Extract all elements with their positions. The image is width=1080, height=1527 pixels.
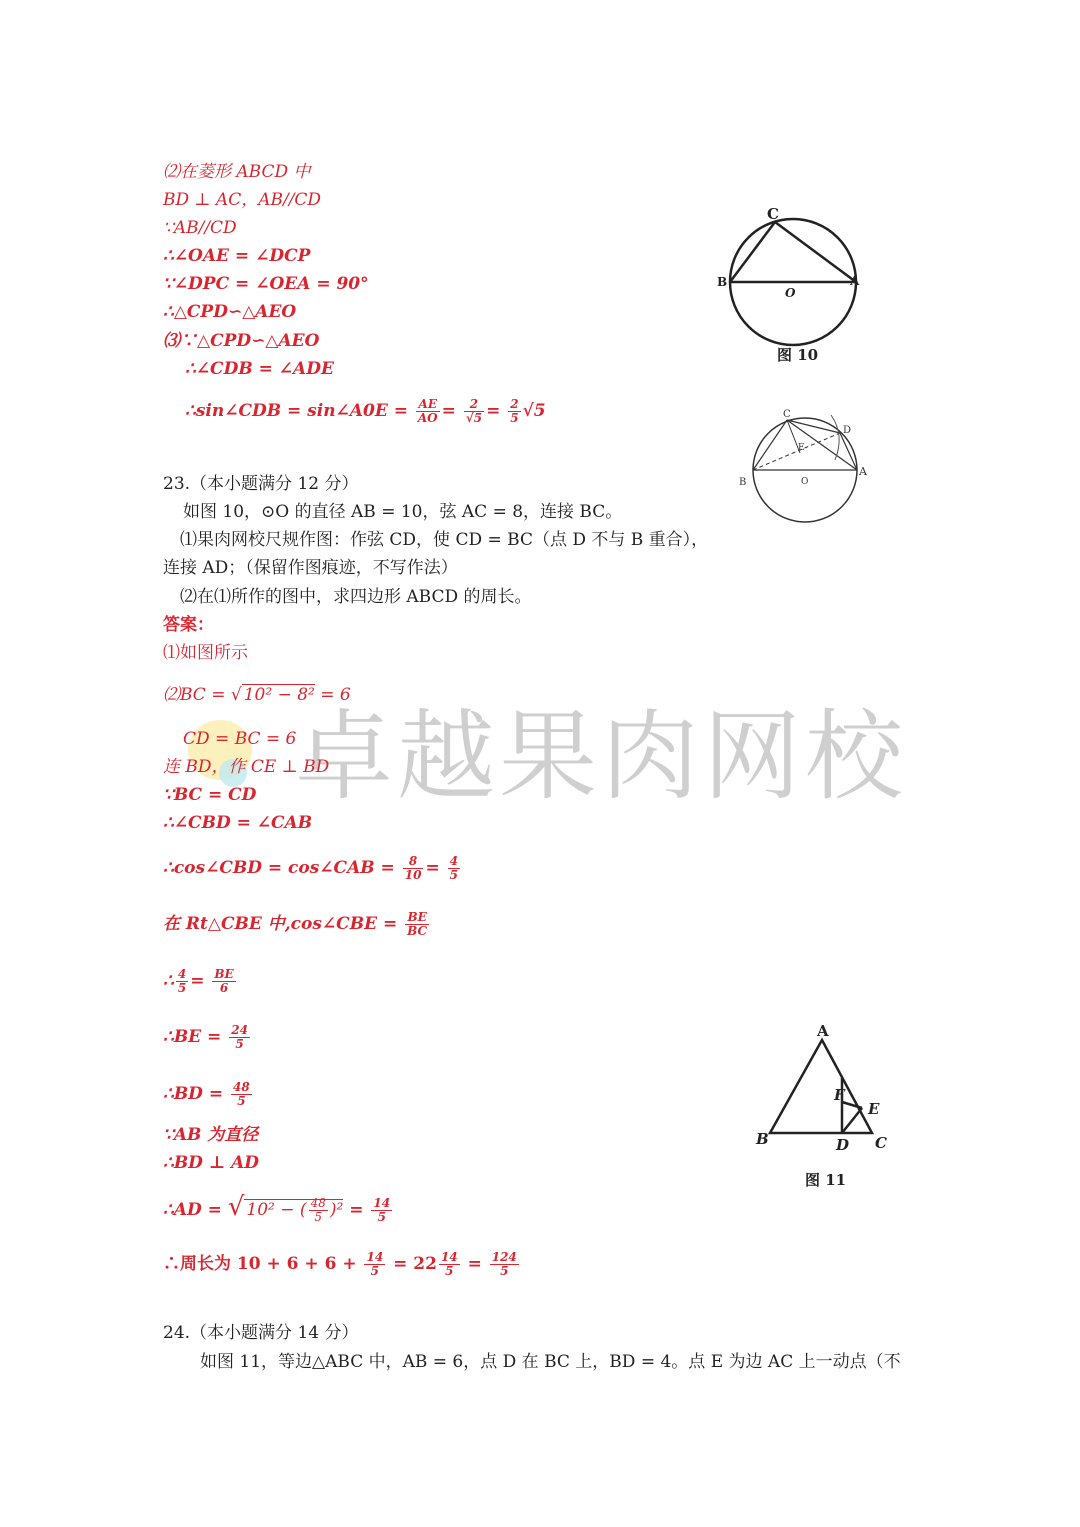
fig11-label-c: C — [875, 1134, 887, 1152]
part2-line6: ∴△CPD∽△AEO — [163, 302, 297, 322]
fig10-label-a: A — [850, 274, 860, 288]
fig11-label-e: E — [868, 1100, 880, 1118]
fig10-label-c: C — [767, 205, 779, 223]
q23-part2: ⑵在⑴所作的图中，求四边形 ABCD 的周长。 — [180, 587, 532, 607]
q23-part1-cont: 连接 AD；（保留作图痕迹，不写作法） — [163, 558, 458, 578]
answer-3: CD = BC = 6 — [183, 729, 297, 749]
fig10b-label-o: O — [801, 477, 809, 487]
q23-part1: ⑴果肉网校尺规作图：作弦 CD，使 CD = BC（点 D 不与 B 重合）， — [180, 530, 709, 550]
fig10-caption: 图 10 — [777, 346, 819, 364]
fig11-label-d: D — [836, 1136, 850, 1154]
part2-line3: ∵AB//CD — [163, 218, 237, 238]
answer-4: 连 BD，作 CE ⊥ BD — [163, 757, 330, 777]
part3-line1: ⑶∵△CPD∽△AEO — [163, 331, 320, 351]
answer-9: ∴ $\frac{4}{5}$ = $\frac{BE}{6}$ — [163, 967, 234, 995]
q24-stem: 如图 11，等边△ABC 中，AB = 6，点 D 在 BC 上，BD = 4。点 E 为边 AC 上一动点（不 — [200, 1352, 901, 1372]
answer-6: ∴∠CBD = ∠CAB — [163, 813, 313, 833]
part2-line4: ∴∠OAE = ∠DCP — [163, 246, 311, 266]
figure-11 — [750, 1020, 900, 1195]
fraction: $\frac{AE}{AO}$ — [417, 397, 438, 425]
fig11-label-f: F — [834, 1086, 845, 1104]
answer-label: 答案： — [163, 615, 214, 635]
fig10b-label-e: E — [798, 443, 805, 453]
answer-1: ⑴如图所示 — [163, 643, 248, 663]
fig10-label-o: O — [785, 286, 796, 300]
fig11-label-b: B — [756, 1130, 769, 1148]
part3-line2: ∴∠CDB = ∠ADE — [185, 359, 334, 379]
q23-header: 23.（本小题满分 12 分） — [163, 474, 359, 494]
answer-13: ∴BD ⊥ AD — [163, 1153, 260, 1173]
q24-header: 24.（本小题满分 14 分） — [163, 1323, 359, 1343]
figure-10 — [715, 205, 875, 370]
fig10b-label-a: A — [859, 465, 867, 478]
fig11-label-a: A — [817, 1022, 829, 1040]
part2-line5: ∵∠DPC = ∠OEA = 90° — [163, 274, 369, 294]
answer-2: ⑵BC = √ 10² − 8² = 6 — [163, 685, 351, 705]
answer-5: ∵BC = CD — [163, 785, 257, 805]
answer-7: ∴cos∠CBD = cos∠CAB = $\frac{8}{10}$ = $\frac{4}{5}$ — [163, 854, 458, 882]
part2-line1: ⑵在菱形 ABCD 中 — [163, 162, 311, 182]
watermark-text: 卓越果肉网校 — [295, 700, 908, 814]
answer-14: ∴AD = √ 10² − ( $\frac{48}{5}$ )² = $\frac{14}{5}$ — [163, 1192, 391, 1224]
part2-line2: BD ⊥ AC，AB//CD — [163, 190, 322, 210]
fraction: $\frac{2}{5}$ — [510, 397, 519, 425]
answer-11: ∴BD = $\frac{48}{5}$ — [163, 1080, 250, 1108]
figure-10-construction — [735, 405, 885, 530]
answer-10: ∴BE = $\frac{24}{5}$ — [163, 1023, 248, 1051]
answer-15: ∴周长为 10 + 6 + 6 + $\frac{14}{5}$ = 22 $\frac{14}{5}$ = $\frac{124}{5}$ — [163, 1250, 517, 1278]
fraction: $\frac{2}{√5}$ — [465, 397, 483, 425]
fig10b-label-b: B — [739, 477, 747, 488]
answer-8: 在 Rt△CBE 中,cos∠CBE = $\frac{BE}{BC}$ — [163, 910, 428, 938]
fig11-caption: 图 11 — [805, 1171, 847, 1189]
part3-line3: ∴sin∠CDB = sin∠A0E = $\frac{AE}{AO}$ = $\frac{2}{√5}$ = $\frac{2}{5}$ √5 — [185, 397, 546, 425]
fig10b-label-c: C — [783, 409, 791, 420]
answer-12: ∵AB 为直径 — [163, 1125, 259, 1145]
fig10-label-b: B — [717, 275, 728, 289]
fig10b-label-d: D — [843, 425, 852, 436]
q23-stem: 如图 10，⊙O 的直径 AB = 10，弦 AC = 8，连接 BC。 — [183, 502, 623, 522]
